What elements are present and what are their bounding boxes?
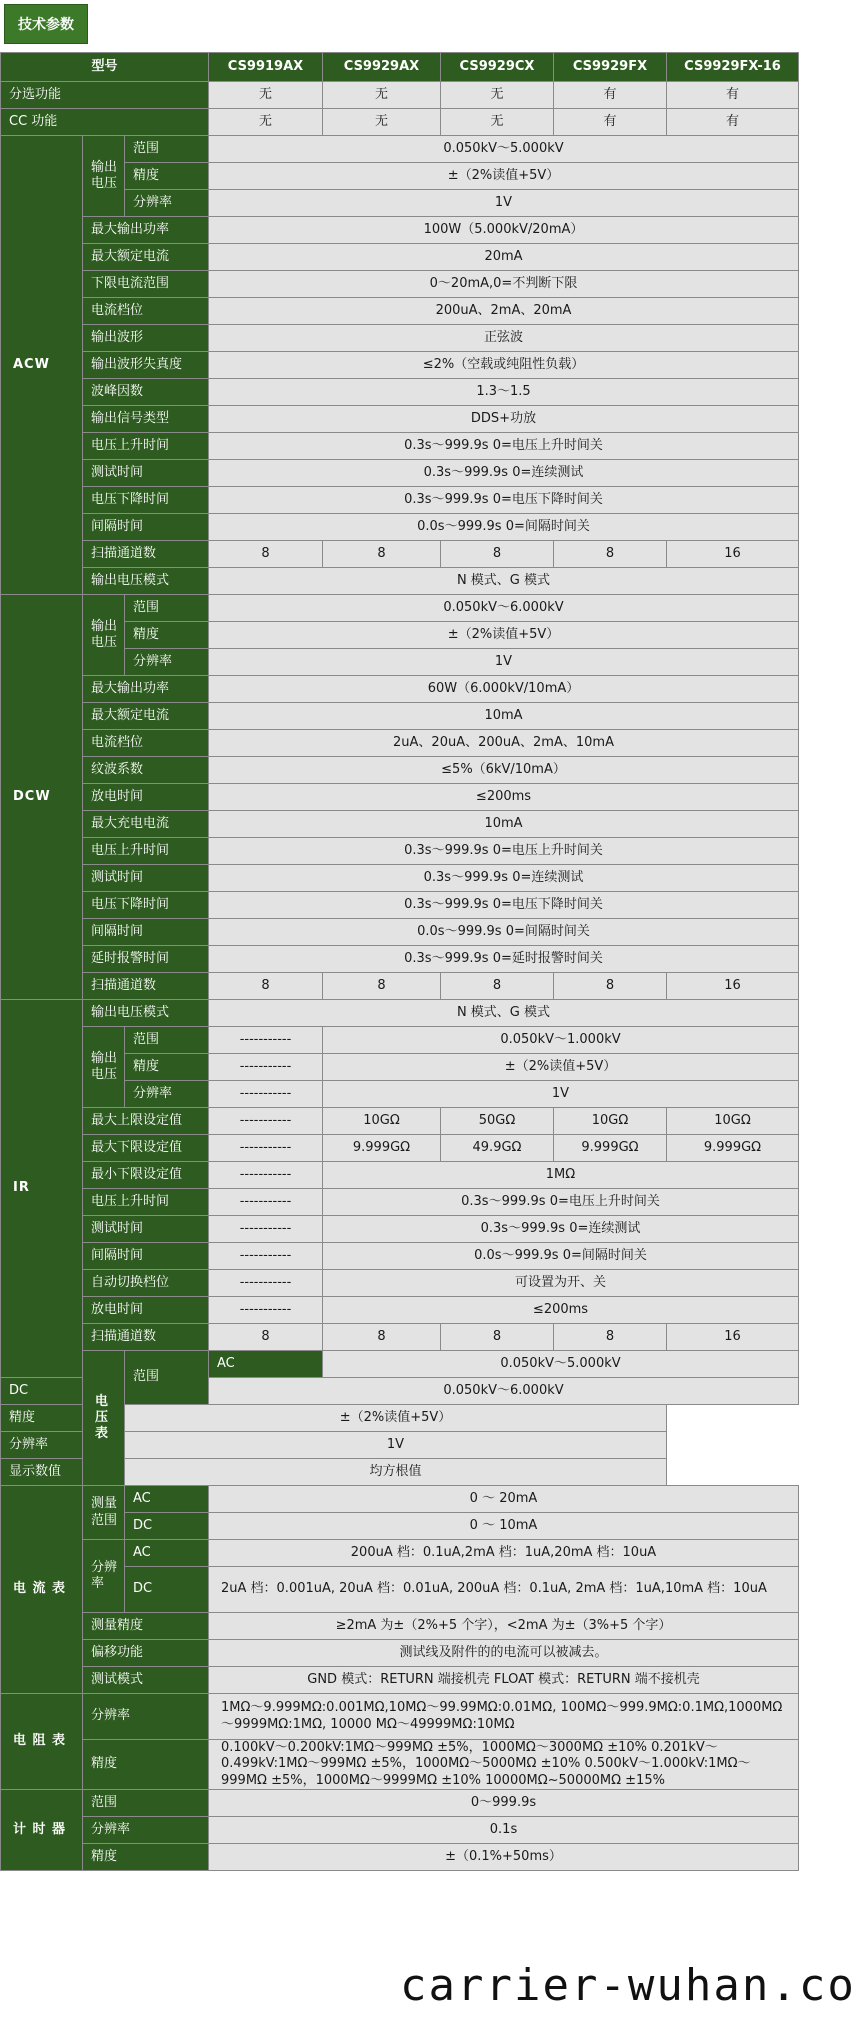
acw-range-row [1,136,799,163]
acw-rise-row [1,433,799,460]
cell: 8 [554,973,667,1000]
ir-gap-row [1,1243,799,1270]
acw-dist-row [1,352,799,379]
ir-rise-row [1,1189,799,1216]
cell: ----------- [209,1297,323,1324]
cell: N 模式、G 模式 [209,1000,799,1027]
row-label: 分辨率 [125,190,209,217]
cell: 0.3s～999.9s 0=连续测试 [209,865,799,892]
cell: 无 [209,109,323,136]
cell: 0.050kV～5.000kV [209,136,799,163]
cell: 10mA [209,811,799,838]
acw-sig-row [1,406,799,433]
row-label: 最大上限设定值 [83,1108,209,1135]
cell: ----------- [209,1054,323,1081]
cell: 0.1s [209,1816,799,1843]
col-cs9929fx-16: CS9929FX-16 [667,53,799,82]
row-label: DC [125,1513,209,1540]
cell: 0.050kV～5.000kV [323,1351,799,1378]
row-label: 扫描通道数 [83,1324,209,1351]
cell: ±（2%读值+5V） [209,163,799,190]
cell: 8 [441,973,554,1000]
cell: 2uA 档：0.001uA, 20uA 档：0.01uA, 200uA 档：0.1uA, 2mA 档：1uA,10mA 档：10uA [209,1567,799,1613]
row-label: 输出波形失真度 [83,352,209,379]
ir-test-row [1,1216,799,1243]
ir-maxup-row [1,1108,799,1135]
dcw-delay-row [1,946,799,973]
dcw-rise-row [1,838,799,865]
cell: ≤2%（空载或纯阻性负载） [209,352,799,379]
row-label: AC [125,1540,209,1567]
row-label: 分辨率 [83,1540,125,1613]
cell: 10mA [209,703,799,730]
cell: 0.3s～999.9s 0=连续测试 [323,1216,799,1243]
header-row [1,53,799,82]
cell: 无 [323,82,441,109]
row-label: 延时报警时间 [83,946,209,973]
row-label: 最大充电电流 [83,811,209,838]
cell: 有 [667,109,799,136]
acw-gap-row [1,514,799,541]
row-label: 间隔时间 [83,514,209,541]
ir-mode-row [1,1000,799,1027]
row-label: 电压上升时间 [83,433,209,460]
cell: ----------- [209,1135,323,1162]
cell: 无 [441,109,554,136]
row-label: 电压上升时间 [83,838,209,865]
cell: 20mA [209,244,799,271]
cell: ±（2%读值+5V） [323,1054,799,1081]
cell: 10GΩ [323,1108,441,1135]
row-label: 分辨率 [83,1694,209,1740]
om-acc-row [1,1740,799,1790]
om-res-row [1,1694,799,1740]
ir-auto-row [1,1270,799,1297]
row-label: 输出电压模式 [83,568,209,595]
cell: 有 [667,82,799,109]
spec-table [0,52,799,1871]
cell: 1MΩ～9.999MΩ:0.001MΩ,10MΩ～99.99MΩ:0.01MΩ, 100MΩ～999.9MΩ:0.1MΩ,1000MΩ～9999MΩ:1MΩ, 10000 MΩ～49999MΩ:10MΩ [209,1694,799,1740]
cell: 16 [667,973,799,1000]
row-label: 测试时间 [83,460,209,487]
cell: 0.0s～999.9s 0=间隔时间关 [209,919,799,946]
cell: 0 ～ 20mA [209,1486,799,1513]
col-cs9919ax: CS9919AX [209,53,323,82]
row-label: AC [209,1351,323,1378]
acw-wave-row [1,325,799,352]
cell: 0.3s～999.9s 0=电压上升时间关 [209,838,799,865]
cell: 0.3s～999.9s 0=电压下降时间关 [209,487,799,514]
cell: ----------- [209,1081,323,1108]
vm-res-row [1,1432,799,1459]
cell: 1.3～1.5 [209,379,799,406]
row-label: AC [125,1486,209,1513]
cell: 0.100kV～0.200kV:1MΩ～999MΩ ±5%，1000MΩ～3000MΩ ±10% 0.201kV～0.499kV:1MΩ～999MΩ ±5%，1000MΩ～5000MΩ ±10% 0.500kV～1.000kV:1MΩ～999MΩ ±5%，1000MΩ～9999MΩ ±10% 10000MΩ~50000MΩ ±15% [209,1740,799,1790]
tm-res-row [1,1816,799,1843]
group-voltmeter: 电 压 表 [83,1351,125,1486]
tm-acc-row [1,1843,799,1870]
cell: 0.3s～999.9s 0=电压上升时间关 [323,1189,799,1216]
vm-acc-row [1,1405,799,1432]
row-label: DC [1,1378,83,1405]
cell: 60W（6.000kV/10mA） [209,676,799,703]
row-label: 间隔时间 [83,919,209,946]
acw-fall-row [1,487,799,514]
dcw-gap-row [1,919,799,946]
cell: 0.050kV～1.000kV [323,1027,799,1054]
row-label: 分辨率 [125,649,209,676]
row-label: 范围 [83,1789,209,1816]
watermark: carrier-wuhan.co [400,1960,856,2011]
cell: ----------- [209,1027,323,1054]
cell: GND 模式：RETURN 端接机壳 FLOAT 模式：RETURN 端不接机壳 [209,1667,799,1694]
cell: 无 [209,82,323,109]
dcw-ripple-row [1,757,799,784]
output-voltage-label: 输出电压 [83,136,125,217]
row-label: 下限电流范围 [83,271,209,298]
cell: 0～20mA,0=不判断下限 [209,271,799,298]
dcw-test-row [1,865,799,892]
acw-lowcur-row [1,271,799,298]
row-label: 间隔时间 [83,1243,209,1270]
row-label: 输出波形 [83,325,209,352]
group-timer: 计 时 器 [1,1789,83,1870]
cell: 0.3s～999.9s 0=电压上升时间关 [209,433,799,460]
row-label: 放电时间 [83,784,209,811]
cell: 8 [441,541,554,568]
ir-minlow-row [1,1162,799,1189]
cell: ≥2mA 为±（2%+5 个字），<2mA 为±（3%+5 个字） [209,1613,799,1640]
row-label: 扫描通道数 [83,973,209,1000]
cell: ±（2%读值+5V） [209,622,799,649]
row-label: 最大额定电流 [83,703,209,730]
cell: 9.999GΩ [323,1135,441,1162]
cell: 100W（5.000kV/20mA） [209,217,799,244]
row-label: 输出信号类型 [83,406,209,433]
ir-scan-row [1,1324,799,1351]
group-dcw: DCW [1,595,83,1000]
ir-maxlow-row [1,1135,799,1162]
am-offset-row [1,1640,799,1667]
row-label: 最小下限设定值 [83,1162,209,1189]
cell: 0.0s～999.9s 0=间隔时间关 [323,1243,799,1270]
row-label: 测试时间 [83,1216,209,1243]
row-label: 范围 [125,595,209,622]
row-label: 精度 [1,1405,125,1432]
cell: 9.999GΩ [667,1135,799,1162]
row-label: 精度 [125,1054,209,1081]
cell: ----------- [209,1216,323,1243]
acw-test-row [1,460,799,487]
row-label: 输出电压模式 [83,1000,209,1027]
cell: 8 [441,1324,554,1351]
row-label: 电压下降时间 [83,487,209,514]
spec-title-tab: 技术参数 [4,4,88,44]
row-label: 扫描通道数 [83,541,209,568]
dcw-maxpow-row [1,676,799,703]
cell: 10GΩ [554,1108,667,1135]
row-label: 波峰因数 [83,379,209,406]
row-label: 精度 [125,163,209,190]
dcw-dis-row [1,784,799,811]
row-label: 精度 [83,1843,209,1870]
cell: ±（0.1%+50ms） [209,1843,799,1870]
cell: ----------- [209,1189,323,1216]
row-label: 电压上升时间 [83,1189,209,1216]
row-label: 精度 [125,622,209,649]
cell: 8 [554,1324,667,1351]
acw-maxcur-row [1,244,799,271]
cell: 0.3s～999.9s 0=连续测试 [209,460,799,487]
row-label: 电流档位 [83,298,209,325]
row-sorting [1,82,799,109]
cell: 正弦波 [209,325,799,352]
group-ammeter: 电 流 表 [1,1486,83,1694]
ir-dis-row [1,1297,799,1324]
cell: ----------- [209,1162,323,1189]
row-label: CC 功能 [1,109,209,136]
cell: 1V [125,1432,667,1459]
acw-maxpow-row [1,217,799,244]
cell: 1MΩ [323,1162,799,1189]
cell: 有 [554,82,667,109]
acw-crest-row [1,379,799,406]
row-label: 分辨率 [83,1816,209,1843]
cell: 200uA 档：0.1uA,2mA 档：1uA,20mA 档：10uA [209,1540,799,1567]
cell: ≤200ms [323,1297,799,1324]
cell: 无 [441,82,554,109]
output-voltage-label: 输出电压 [83,595,125,676]
row-label: 偏移功能 [83,1640,209,1667]
cell: ----------- [209,1270,323,1297]
cell: 测试线及附件的的电流可以被减去。 [209,1640,799,1667]
cell: 9.999GΩ [554,1135,667,1162]
col-cs9929fx: CS9929FX [554,53,667,82]
spec-table-wrap [0,52,798,1871]
cell: 8 [209,541,323,568]
row-label: DC [125,1567,209,1613]
cell: ----------- [209,1108,323,1135]
row-label: 范围 [125,1027,209,1054]
row-label: 测试时间 [83,865,209,892]
dcw-curgear-row [1,730,799,757]
cell: 8 [209,973,323,1000]
cell: 8 [554,541,667,568]
cell: 8 [209,1324,323,1351]
cell: ≤5%（6kV/10mA） [209,757,799,784]
dcw-chg-row [1,811,799,838]
dcw-range-row [1,595,799,622]
cell: 8 [323,1324,441,1351]
am-mode-row [1,1667,799,1694]
row-label: 范围 [125,136,209,163]
vm-disp-row [1,1459,799,1486]
row-label: 分选功能 [1,82,209,109]
cell: N 模式、G 模式 [209,568,799,595]
row-label: 最大额定电流 [83,244,209,271]
dcw-scan-row [1,973,799,1000]
row-cc [1,109,799,136]
row-label: 纹波系数 [83,757,209,784]
row-label: 电流档位 [83,730,209,757]
acw-curgear-row [1,298,799,325]
vm-ac-row [1,1351,799,1378]
cell: 49.9GΩ [441,1135,554,1162]
cell: 0.3s～999.9s 0=延时报警时间关 [209,946,799,973]
cell: 无 [323,109,441,136]
acw-scan-row [1,541,799,568]
cell: 200uA、2mA、20mA [209,298,799,325]
acw-mode-row [1,568,799,595]
group-acw: ACW [1,136,83,595]
cell: 1V [323,1081,799,1108]
ir-range-row [1,1027,799,1054]
dcw-maxcur-row [1,703,799,730]
am-ac-row [1,1486,799,1513]
row-label: 自动切换档位 [83,1270,209,1297]
row-label: 分辨率 [125,1081,209,1108]
am-res-ac-row [1,1540,799,1567]
cell: ±（2%读值+5V） [125,1405,667,1432]
cell: 有 [554,109,667,136]
cell: 16 [667,1324,799,1351]
row-label: 电压下降时间 [83,892,209,919]
col-cs9929cx: CS9929CX [441,53,554,82]
cell: 0.0s～999.9s 0=间隔时间关 [209,514,799,541]
cell: 10GΩ [667,1108,799,1135]
cell: 2uA、20uA、200uA、2mA、10mA [209,730,799,757]
row-label: 分辨率 [1,1432,125,1459]
cell: 0～999.9s [209,1789,799,1816]
cell: 16 [667,541,799,568]
row-label: 放电时间 [83,1297,209,1324]
row-label: 范围 [125,1351,209,1405]
cell: 可设置为开、关 [323,1270,799,1297]
dcw-fall-row [1,892,799,919]
cell: 0 ～ 10mA [209,1513,799,1540]
cell: 0.050kV～6.000kV [209,595,799,622]
cell: 50GΩ [441,1108,554,1135]
row-label: 最大输出功率 [83,217,209,244]
row-label: 显示数值 [1,1459,125,1486]
output-voltage-label: 输出电压 [83,1027,125,1108]
group-ir: IR [1,1000,83,1378]
cell: 0.3s～999.9s 0=电压下降时间关 [209,892,799,919]
am-acc-row [1,1613,799,1640]
col-cs9929ax: CS9929AX [323,53,441,82]
cell: 8 [323,973,441,1000]
tm-range-row [1,1789,799,1816]
col-model: 型号 [1,53,209,82]
row-label: 测量 范围 [83,1486,125,1540]
cell: 0.050kV～6.000kV [209,1378,799,1405]
cell: 1V [209,190,799,217]
cell: DDS+功放 [209,406,799,433]
row-label: 测试模式 [83,1667,209,1694]
cell: ≤200ms [209,784,799,811]
row-label: 最大下限设定值 [83,1135,209,1162]
row-label: 最大输出功率 [83,676,209,703]
cell: 均方根值 [125,1459,667,1486]
cell: ----------- [209,1243,323,1270]
group-ohmmeter: 电 阻 表 [1,1694,83,1790]
row-label: 测量精度 [83,1613,209,1640]
cell: 8 [323,541,441,568]
cell: 1V [209,649,799,676]
row-label: 精度 [83,1740,209,1790]
